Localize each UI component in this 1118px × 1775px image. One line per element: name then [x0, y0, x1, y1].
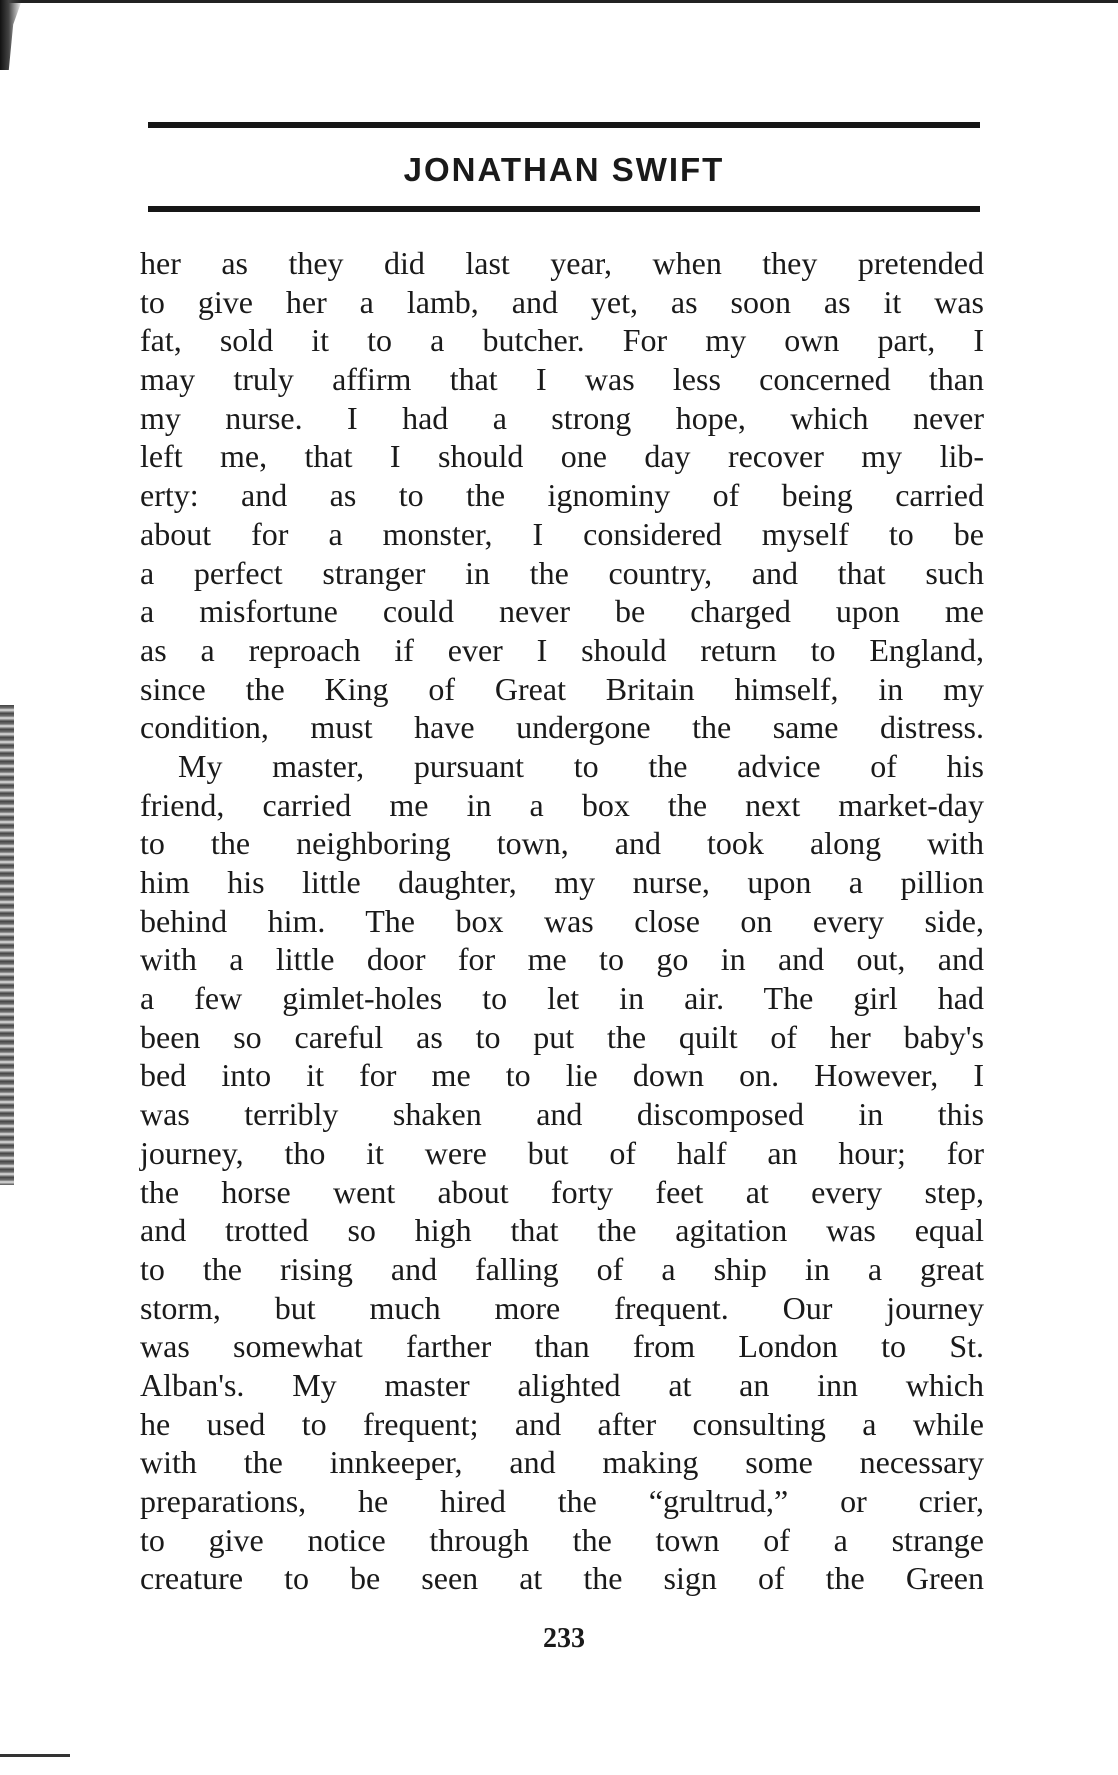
page-top-edge [0, 0, 1118, 3]
header-rule-bottom [148, 206, 980, 212]
text-line: Alban's. My master alighted at an inn which [140, 1366, 984, 1403]
text-line: erty: and as to the ignominy of being carried [140, 477, 984, 514]
text-line: with a little door for me to go in and out, and [140, 941, 984, 978]
text-line: behind him. The box was close on every side, [140, 902, 984, 939]
text-line: preparations, he hired the “grultrud,” or crier, [140, 1483, 984, 1519]
running-head: JONATHAN SWIFT [403, 151, 725, 188]
text-line: her as they did last year, when they pretended [140, 245, 984, 281]
text-line: a perfect stranger in the country, and that such [140, 554, 984, 591]
text-line: been so careful as to put the quilt of her baby's [140, 1018, 984, 1055]
text-line: to give notice through the town of a strange [140, 1521, 984, 1558]
page-number: 233 [543, 1623, 585, 1654]
text-line: him his little daughter, my nurse, upon a pillion [140, 864, 984, 900]
scan-corner-mark [0, 0, 22, 70]
text-line: since the King of Great Britain himself, in my [140, 670, 984, 707]
text-line: was terribly shaken and discomposed in this [140, 1096, 984, 1133]
text-line: about for a monster, I considered myself to be [140, 515, 984, 552]
text-line: My master, pursuant to the advice of his [178, 747, 984, 784]
text-line: a few gimlet-holes to let in air. The girl had [140, 980, 984, 1017]
scan-bottom-mark [0, 1754, 70, 1757]
text-line: left me, that I should one day recover my lib- [140, 438, 984, 475]
text-line: to the neighboring town, and took along with [140, 825, 984, 862]
header-rule-top [148, 122, 980, 128]
text-line: to the rising and falling of a ship in a great [140, 1250, 984, 1287]
text-line: storm, but much more frequent. Our journey [140, 1289, 984, 1326]
text-line: may truly affirm that I was less concerned than [140, 361, 984, 398]
text-line: he used to frequent; and after consulting a while [140, 1405, 984, 1442]
text-line: a misfortune could never be charged upon me [140, 593, 984, 630]
text-line: bed into it for me to lie down on. However, I [140, 1057, 984, 1094]
text-line: was somewhat farther than from London to St. [140, 1328, 984, 1365]
text-line: creature to be seen at the sign of the Green [140, 1560, 984, 1597]
text-line: condition, must have undergone the same distress. [140, 709, 984, 746]
text-line: my nurse. I had a strong hope, which never [140, 399, 984, 436]
text-line: to give her a lamb, and yet, as soon as it was [140, 283, 984, 320]
text-line: journey, tho it were but of half an hour; for [140, 1134, 984, 1171]
scan-binding-shadow [0, 705, 14, 1185]
text-line: and trotted so high that the agitation was equal [140, 1212, 984, 1249]
text-line: as a reproach if ever I should return to England, [140, 631, 984, 668]
page-body [140, 244, 984, 1598]
text-line: the horse went about forty feet at every step, [140, 1173, 984, 1210]
text-line: fat, sold it to a butcher. For my own part, I [140, 322, 984, 359]
text-line: friend, carried me in a box the next market-day [140, 786, 984, 823]
text-line: with the innkeeper, and making some necessary [140, 1444, 984, 1481]
